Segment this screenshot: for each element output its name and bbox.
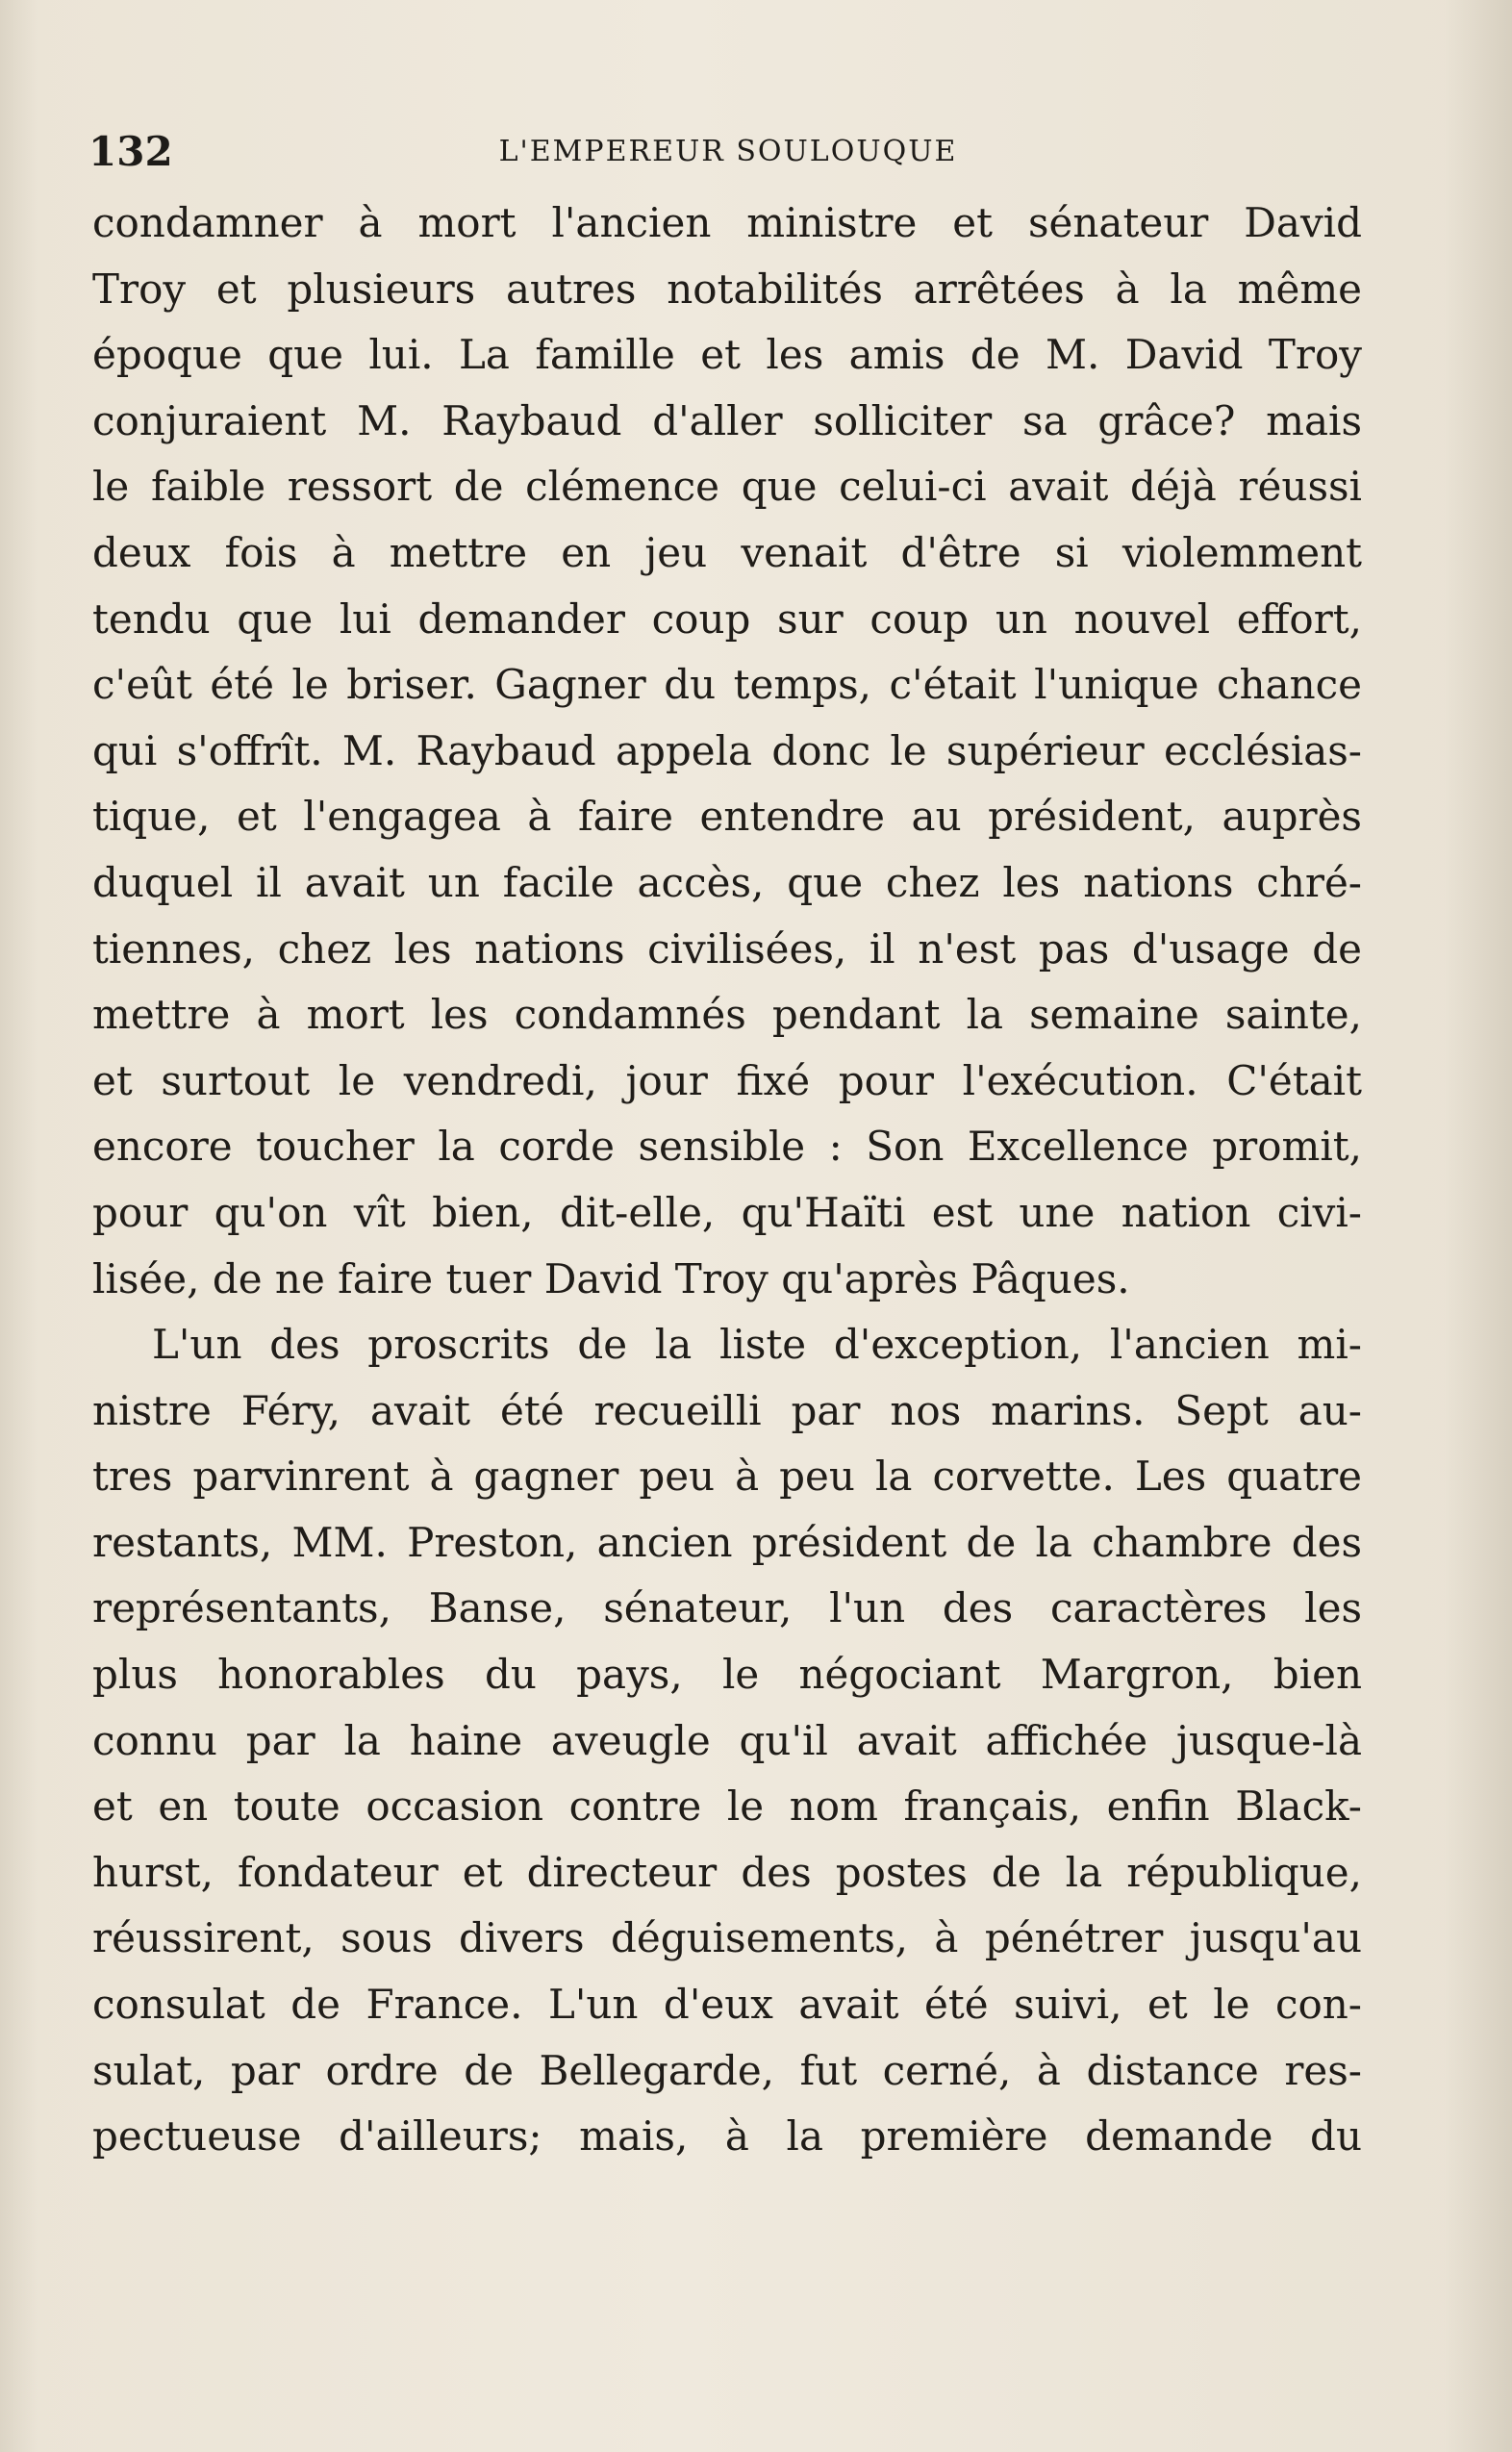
text-line: duquel il avait un facile accès, que chez les nations chré-	[92, 858, 1362, 906]
text-line: consulat de France. L'un d'eux avait été suivi, et le con-	[92, 1981, 1362, 2029]
text-line: connu par la haine aveugle qu'il avait affichée jusque-là	[92, 1716, 1362, 1764]
text-line: lisée, de ne faire tuer David Troy qu'après Pâques.	[92, 1254, 1130, 1302]
page-shadow-right	[1445, 0, 1512, 2452]
text-line: tique, et l'engagea à faire entendre au président, auprès	[92, 793, 1362, 841]
text-line: mettre à mort les condamnés pendant la semaine sainte,	[92, 991, 1362, 1039]
text-line: et en toute occasion contre le nom français, enfin Black-	[92, 1782, 1362, 1831]
running-title: L'EMPEREUR SOULOUQUE	[498, 135, 958, 168]
text-line: tendu que lui demander coup sur coup un nouvel effort,	[92, 594, 1362, 643]
text-line: représentants, Banse, sénateur, l'un des caractères les	[92, 1584, 1362, 1632]
text-line: conjuraient M. Raybaud d'aller solliciter sa grâce? mais	[92, 396, 1362, 444]
page-shadow-left	[0, 0, 38, 2452]
text-line: encore toucher la corde sensible : Son Excellence promit,	[92, 1123, 1362, 1171]
text-line: époque que lui. La famille et les amis de M. David Troy	[92, 331, 1362, 379]
text-line: pour qu'on vît bien, dit-elle, qu'Haïti est une nation civi-	[92, 1188, 1362, 1236]
text-line: nistre Féry, avait été recueilli par nos marins. Sept au-	[92, 1386, 1362, 1434]
page-header	[88, 123, 1368, 181]
text-line: plus honorables du pays, le négociant Margron, bien	[92, 1651, 1362, 1699]
body-text	[92, 190, 1362, 2170]
text-line: le faible ressort de clémence que celui-ci avait déjà réussi	[92, 463, 1362, 511]
text-line: tiennes, chez les nations civilisées, il n'est pas d'usage de	[92, 924, 1362, 973]
text-line: c'eût été le briser. Gagner du temps, c'était l'unique chance	[92, 661, 1362, 709]
text-line: tres parvinrent à gagner peu à peu la corvette. Les quatre	[92, 1453, 1362, 1501]
text-line: pectueuse d'ailleurs; mais, à la première demande du	[92, 2112, 1362, 2161]
text-line: sulat, par ordre de Bellegarde, fut cerné, à distance res-	[92, 2046, 1362, 2094]
text-line: et surtout le vendredi, jour fixé pour l'exécution. C'était	[92, 1056, 1362, 1104]
text-line: deux fois à mettre en jeu venait d'être si violemment	[92, 528, 1362, 576]
text-line: qui s'offrît. M. Raybaud appela donc le supérieur ecclésias-	[92, 726, 1362, 774]
text-line: L'un des proscrits de la liste d'exception, l'ancien mi-	[152, 1321, 1362, 1369]
text-line: restants, MM. Preston, ancien président de la chambre des	[92, 1518, 1362, 1566]
text-line: hurst, fondateur et directeur des postes de la république,	[92, 1848, 1362, 1896]
text-line: condamner à mort l'ancien ministre et sénateur David	[92, 199, 1362, 246]
text-line: Troy et plusieurs autres notabilités arrêtées à la même	[92, 265, 1362, 313]
page-number: 132	[88, 128, 173, 175]
text-line: réussirent, sous divers déguisements, à pénétrer jusqu'au	[92, 1914, 1362, 1962]
